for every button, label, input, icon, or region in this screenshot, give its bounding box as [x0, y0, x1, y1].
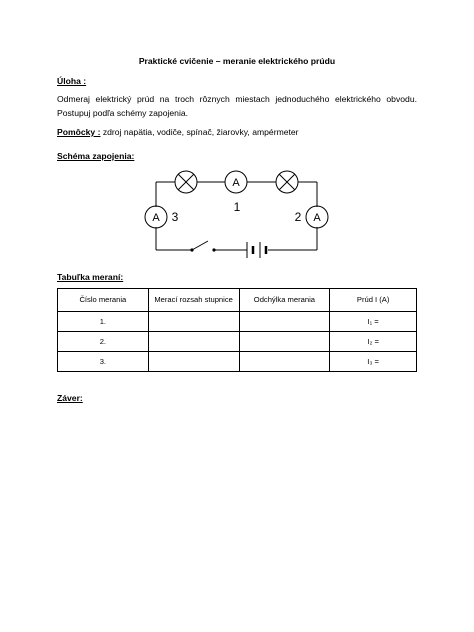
- switch-lever: [192, 241, 208, 250]
- position-label-1: 1: [233, 200, 241, 214]
- ammeter-1-symbol: A: [232, 177, 240, 189]
- table-row: [58, 332, 417, 352]
- position-label-3: 3: [171, 210, 179, 224]
- cell-range[interactable]: [148, 352, 239, 372]
- switch-contact-left: [190, 248, 193, 251]
- switch-contact-right: [212, 248, 215, 251]
- table-row: [58, 352, 417, 372]
- header-current: Prúd I (A): [330, 289, 417, 312]
- table-header-row: [58, 289, 417, 312]
- circuit-diagram: [140, 162, 340, 262]
- ammeter-3-symbol: A: [152, 212, 160, 224]
- cell-range[interactable]: [148, 332, 239, 352]
- tools-text: zdroj napätia, vodiče, spínač, žiarovky, ampérmeter: [100, 127, 299, 137]
- header-range: Merací rozsah stupnice: [148, 289, 239, 312]
- cell-current[interactable]: I₃ =: [330, 352, 417, 372]
- tools-line: [57, 126, 417, 140]
- header-number: Číslo merania: [58, 289, 149, 312]
- conclusion-heading: Záver:: [57, 393, 83, 403]
- header-deviation: Odchýlka merania: [239, 289, 330, 312]
- measurement-table: [57, 288, 417, 372]
- position-label-2: 2: [294, 210, 302, 224]
- table-heading: Tabuľka meraní:: [57, 272, 124, 282]
- ammeter-2-symbol: A: [313, 212, 321, 224]
- cell-number: 3.: [58, 352, 149, 372]
- page-title: Praktické cvičenie – meranie elektrického prúdu: [138, 56, 336, 66]
- cell-deviation[interactable]: [239, 312, 330, 332]
- table-row: [58, 312, 417, 332]
- cell-current[interactable]: I₁ =: [330, 312, 417, 332]
- cell-deviation[interactable]: [239, 332, 330, 352]
- schema-heading: Schéma zapojenia:: [57, 151, 135, 161]
- task-text: Odmeraj elektrický prúd na troch rôznych miestach jednoduchého elektrického obvodu. Postupuj podľa schémy zapojenia.: [57, 94, 417, 118]
- tools-label: Pomôcky :: [57, 127, 101, 137]
- cell-range[interactable]: [148, 312, 239, 332]
- cell-current[interactable]: I₂ =: [330, 332, 417, 352]
- cell-number: 1.: [58, 312, 149, 332]
- task-heading: Úloha :: [57, 76, 87, 86]
- cell-number: 2.: [58, 332, 149, 352]
- cell-deviation[interactable]: [239, 352, 330, 372]
